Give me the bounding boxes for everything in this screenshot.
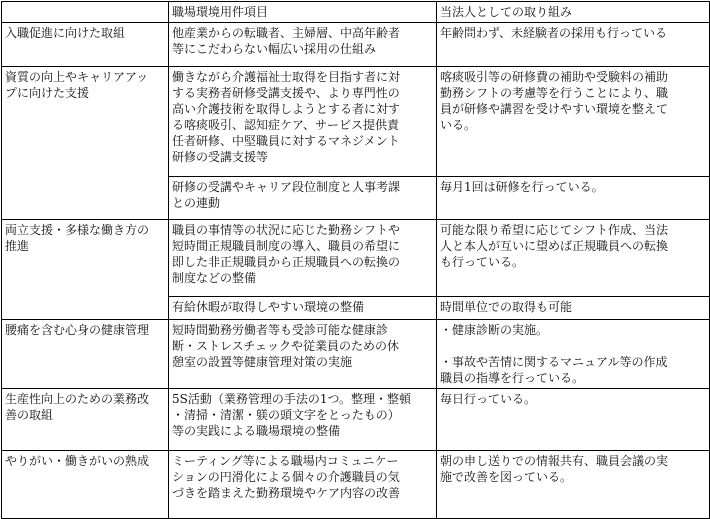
- initiative-cell: ・健康診断の実施。 ・事故や苦情に関するマニュアル等の作成 職員の指導を行っている。: [437, 320, 710, 389]
- requirement-cell: 有給休暇が取得しやすい環境の整備: [169, 297, 437, 320]
- requirement-cell: 働きながら介護福祉士取得を目指す者に対 する実務者研修受講支援や、より専門性の 高い介護技術を取得しようとする者に対す る喀痰吸引、認知症ケア、サービス提供責 任者研修、中堅職員に対するマネジメント 研修の受講支援等: [169, 67, 437, 177]
- initiative-cell: 朝の申し送りでの情報共有、職員会議の実 施で改善を図っている。: [437, 451, 710, 519]
- table-row: [2, 23, 710, 67]
- requirement-cell: 短時間勤務労働者等も受診可能な健康診 断・ストレスチェックや従業員のための休 憩室の設置等健康管理対策の実施: [169, 320, 437, 389]
- requirement-cell: 他産業からの転職者、主婦層、中高年齢者 等にこだわらない幅広い採用の仕組み: [169, 23, 437, 67]
- requirement-cell: 職員の事情等の状況に応じた勤務シフトや 短時間正規職員制度の導入、職員の希望に 即した非正規職員から正規職員への転換の 制度などの整備: [169, 220, 437, 297]
- header-row: [2, 2, 710, 23]
- table-row: [2, 220, 710, 297]
- category-cell: 入職促進に向けた取組: [2, 23, 169, 67]
- header-cell-blank: [2, 2, 169, 23]
- initiative-cell: 時間単位での取得も可能: [437, 297, 710, 320]
- initiative-cell: 毎日行っている。: [437, 389, 710, 451]
- header-cell-initiative: 当法人としての取り組み: [437, 2, 710, 23]
- table-row: [2, 389, 710, 451]
- initiative-cell: 喀痰吸引等の研修費の補助や受験料の補助 勤務シフトの考慮等を行うことにより、職 員が研修や講習を受けやすい環境を整えて いる。: [437, 67, 710, 177]
- category-cell: 生産性向上のための業務改 善の取組: [2, 389, 169, 451]
- requirement-cell: 研修の受講やキャリア段位制度と人事考課 との連動: [169, 177, 437, 220]
- category-cell: 腰痛を含む心身の健康管理: [2, 320, 169, 389]
- category-cell: 資質の向上やキャリアアッ プに向けた支援: [2, 67, 169, 220]
- table-row: [2, 320, 710, 389]
- table-row: [2, 67, 710, 177]
- workplace-environment-table: [1, 1, 710, 519]
- table-row: [2, 451, 710, 519]
- header-cell-requirement: 職場環境用件項目: [169, 2, 437, 23]
- requirement-cell: ミーティング等による職場内コミュニケー ションの円滑化による個々の介護職員の気 づきを踏まえた勤務環境やケア内容の改善: [169, 451, 437, 519]
- requirement-cell: 5S活動（業務管理の手法の1つ。整理・整頓 ・清掃・清潔・躾の頭文字をとったもの） 等の実践による職場環境の整備: [169, 389, 437, 451]
- category-cell: 両立支援・多様な働き方の 推進: [2, 220, 169, 320]
- category-cell: やりがい・働きがいの熟成: [2, 451, 169, 519]
- initiative-cell: 毎月1回は研修を行っている。: [437, 177, 710, 220]
- initiative-cell: 年齢問わず、未経験者の採用も行っている: [437, 23, 710, 67]
- initiative-cell: 可能な限り希望に応じてシフト作成、当法 人と本人が互いに望めば正規職員への転換 も行っている。: [437, 220, 710, 297]
